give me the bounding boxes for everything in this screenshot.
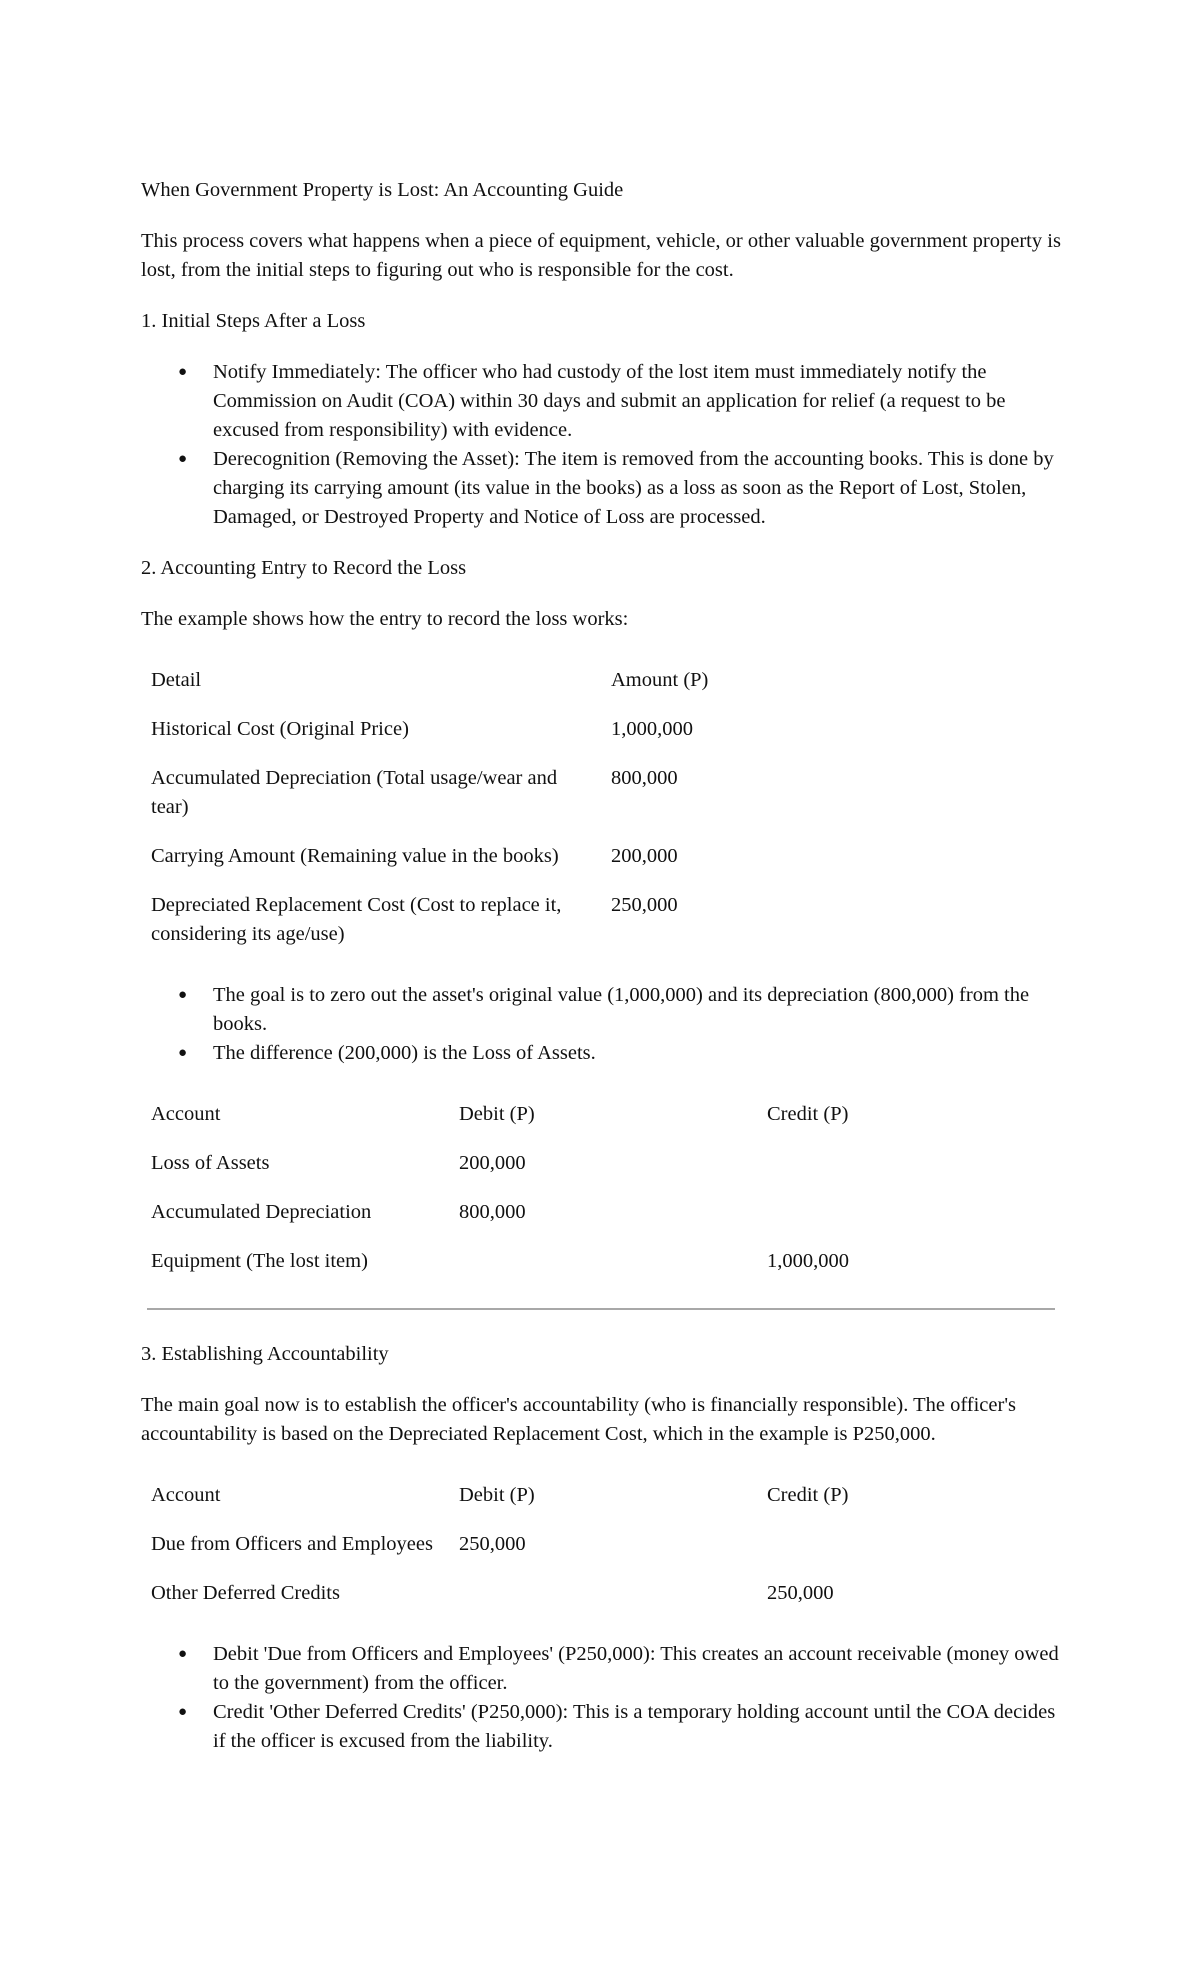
- loss-entry-table: [141, 1090, 1037, 1286]
- section-3-heading: 3. Establishing Accountability: [141, 1343, 389, 1365]
- bullet-text: Credit 'Other Deferred Credits' (P250,000): This is a temporary holding account until the COA decides if the officer is excused from the liability.: [213, 1701, 1056, 1752]
- table-header-cell: Credit (P): [767, 1484, 849, 1506]
- table-cell: [449, 1237, 757, 1286]
- table-cell: Accumulated Depreciation: [151, 1201, 372, 1223]
- bullet-text: The goal is to zero out the asset's original value (1,000,000) and its depreciation (800,000) from the books.: [213, 984, 1030, 1035]
- table-row: [141, 1188, 1037, 1237]
- document-title: When Government Property is Lost: An Accounting Guide: [141, 179, 624, 201]
- section-2-heading: 2. Accounting Entry to Record the Loss: [141, 557, 467, 579]
- table-row: [141, 1237, 1037, 1286]
- horizontal-rule: [147, 1308, 1055, 1310]
- table-cell: [449, 1569, 757, 1618]
- table-cell: Carrying Amount (Remaining value in the books): [151, 845, 559, 867]
- section-1-heading: 1. Initial Steps After a Loss: [141, 310, 366, 332]
- bullet-icon: ●: [178, 1045, 188, 1061]
- table-cell: 1,000,000: [767, 1250, 849, 1272]
- table-cell: Historical Cost (Original Price): [151, 718, 409, 740]
- table-cell: 250,000: [767, 1582, 834, 1604]
- table-cell: [757, 1188, 1037, 1237]
- table-cell: 1,000,000: [611, 718, 693, 740]
- table-cell: [757, 1139, 1037, 1188]
- bullet-icon: ●: [178, 364, 188, 380]
- table-header-cell: Debit (P): [459, 1103, 535, 1125]
- list-item: [141, 358, 1061, 445]
- list-item: [141, 981, 1061, 1039]
- table-row: [141, 754, 1021, 832]
- table-header-row: [141, 1471, 1037, 1520]
- table-cell: Depreciated Replacement Cost (Cost to replace it, considering its age/use): [151, 894, 562, 945]
- bullet-icon: ●: [178, 1646, 188, 1662]
- table-cell: 250,000: [459, 1533, 526, 1555]
- section-2-bullet-list: [141, 981, 1061, 1068]
- table-cell: 200,000: [611, 845, 678, 867]
- intro-paragraph: This process covers what happens when a piece of equipment, vehicle, or other valuable government property is lost, from the initial steps to figuring out who is responsible for the cost.: [141, 230, 1061, 281]
- bullet-text: Notify Immediately: The officer who had custody of the lost item must immediately notify the Commission on Audit (COA) within 30 days and submit an application for relief (a request to be excused from responsibility) with evidence.: [213, 361, 1006, 441]
- table-header-cell: Amount (P): [611, 669, 709, 691]
- document-body: [141, 176, 1061, 1778]
- table-header-cell: Debit (P): [459, 1484, 535, 1506]
- detail-table: [141, 656, 1021, 959]
- bullet-text: Debit 'Due from Officers and Employees' (P250,000): This creates an account receivable (money owed to the government) from the officer.: [213, 1643, 1059, 1694]
- table-cell: [757, 1520, 1037, 1569]
- bullet-text: Derecognition (Removing the Asset): The item is removed from the accounting books. This is done by charging its carrying amount (its value in the books) as a loss as soon as the Report of Lost, Stolen, Damaged, or Destroyed Property and Notice of Loss are processed.: [213, 448, 1054, 528]
- table-cell: 800,000: [611, 767, 678, 789]
- list-item: [141, 445, 1061, 532]
- list-item: [141, 1039, 1061, 1068]
- list-item: [141, 1698, 1061, 1756]
- section-3-bullet-list: [141, 1640, 1061, 1756]
- table-row: [141, 832, 1021, 881]
- bullet-icon: ●: [178, 451, 188, 467]
- table-row: [141, 1139, 1037, 1188]
- table-header-cell: Credit (P): [767, 1103, 849, 1125]
- table-row: [141, 1569, 1037, 1618]
- bullet-icon: ●: [178, 1704, 188, 1720]
- table-header-cell: Account: [151, 1103, 221, 1125]
- table-row: [141, 705, 1021, 754]
- table-cell: Accumulated Depreciation (Total usage/wear and tear): [151, 767, 558, 818]
- list-item: [141, 1640, 1061, 1698]
- table-cell: Equipment (The lost item): [151, 1250, 368, 1272]
- accountability-entry-table: [141, 1471, 1037, 1618]
- table-header-cell: Detail: [151, 669, 202, 691]
- table-row: [141, 1520, 1037, 1569]
- table-cell: Other Deferred Credits: [151, 1582, 340, 1604]
- table-header-row: [141, 656, 1021, 705]
- table-cell: 250,000: [611, 894, 678, 916]
- table-header-row: [141, 1090, 1037, 1139]
- table-row: [141, 881, 1021, 959]
- section-3-intro: The main goal now is to establish the officer's accountability (who is financially responsible). The officer's accountability is based on the Depreciated Replacement Cost, which in the example is P250,000.: [141, 1394, 1016, 1445]
- bullet-text: The difference (200,000) is the Loss of Assets.: [213, 1042, 596, 1064]
- bullet-icon: ●: [178, 987, 188, 1003]
- section-1-bullet-list: [141, 358, 1061, 532]
- table-cell: Due from Officers and Employees: [151, 1533, 433, 1555]
- table-cell: 800,000: [459, 1201, 526, 1223]
- table-cell: Loss of Assets: [151, 1152, 270, 1174]
- table-cell: 200,000: [459, 1152, 526, 1174]
- table-header-cell: Account: [151, 1484, 221, 1506]
- section-2-intro: The example shows how the entry to record the loss works:: [141, 608, 629, 630]
